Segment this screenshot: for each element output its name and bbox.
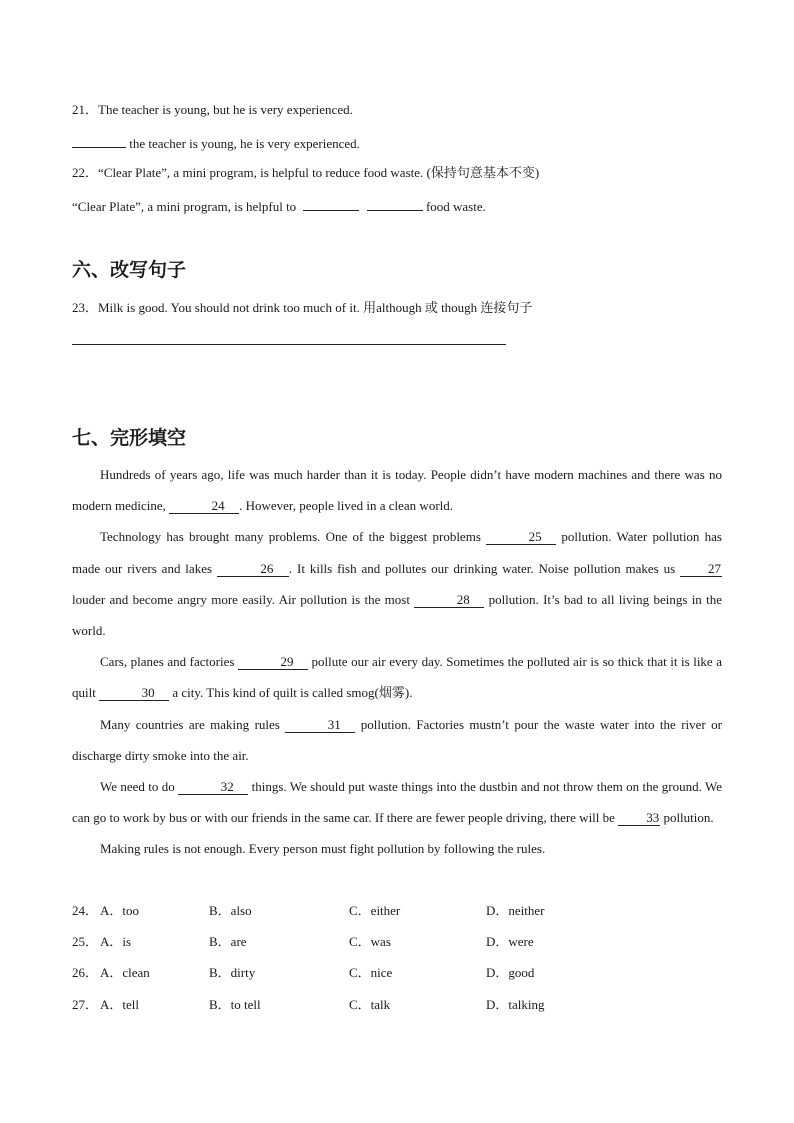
option-b[interactable]: B．dirty — [209, 965, 256, 980]
option-b[interactable]: B．to tell — [209, 997, 261, 1012]
question-22-rewrite-end: food waste. — [425, 199, 486, 214]
cloze-blank-33[interactable]: 33 — [618, 810, 660, 826]
cloze-blank-31[interactable]: 31 — [285, 717, 355, 733]
option-number: 27． — [72, 997, 99, 1012]
cloze-paragraph-5: We need to do 32 things. We should put waste things into the dustbin and not throw them on the ground. We can go to work by bus or with our friends in the same car. If there are fewer people driving, there will be 33 pollution. — [72, 779, 723, 826]
option-number: 26． — [72, 965, 99, 980]
cloze-paragraph-6: Making rules is not enough. Every person must fight pollution by following the rules. — [100, 841, 546, 857]
option-b[interactable]: B．are — [209, 934, 247, 949]
option-a[interactable]: A．is — [100, 934, 132, 949]
cloze-blank-25[interactable]: 25 — [486, 529, 556, 545]
option-number: 25． — [72, 934, 99, 949]
section-7-title: 七、完形填空 — [72, 427, 187, 449]
cloze-blank-28[interactable]: 28 — [414, 592, 484, 608]
option-d[interactable]: D．good — [486, 965, 535, 980]
answer-blank[interactable] — [72, 132, 126, 148]
cloze-blank-30[interactable]: 30 — [99, 685, 169, 701]
option-a[interactable]: A．tell — [100, 997, 139, 1012]
question-23: 23．Milk is good. You should not drink too much of it. 用although 或 though 连接句子 — [72, 300, 533, 315]
option-c[interactable]: C．was — [349, 934, 391, 949]
option-a[interactable]: A．too — [100, 903, 140, 918]
cloze-paragraph-4: Many countries are making rules 31 pollution. Factories mustn’t pour the waste water into the river or discharge dirty smoke into the air. — [72, 716, 723, 763]
question-22-rewrite-start: “Clear Plate”, a mini program, is helpful to — [72, 199, 297, 214]
option-d[interactable]: D．were — [486, 934, 534, 949]
cloze-blank-32[interactable]: 32 — [178, 779, 248, 795]
option-d[interactable]: D．neither — [486, 903, 545, 918]
question-21: 21．The teacher is young, but he is very experienced. — [72, 102, 353, 117]
cloze-blank-29[interactable]: 29 — [238, 654, 308, 670]
cloze-passage — [72, 459, 722, 865]
option-d[interactable]: D．talking — [486, 997, 545, 1012]
option-c[interactable]: C．talk — [349, 997, 391, 1012]
option-number: 24． — [72, 903, 99, 918]
answer-blank[interactable] — [367, 195, 423, 211]
section-6-title: 六、改写句子 — [72, 259, 187, 281]
cloze-blank-26[interactable]: 26 — [217, 561, 289, 577]
question-22: 22．“Clear Plate”, a mini program, is helpful to reduce food waste. (保持句意基本不变) — [72, 165, 540, 180]
cloze-blank-27[interactable]: 27 — [680, 561, 722, 577]
question-21-rewrite — [72, 132, 360, 153]
cloze-blank-24[interactable]: 24 — [169, 498, 239, 514]
cloze-paragraph-2: Technology has brought many problems. One of the biggest problems 25 pollution. Water pollution has made our rivers and lakes 26 . It kills fish and pollutes our drinking water. Noise pollution makes us 27 louder and become angry more easily. Air pollution is the most 28 pollution. It’s bad to all living beings in the world. — [72, 529, 722, 639]
option-c[interactable]: C．nice — [349, 965, 393, 980]
option-b[interactable]: B．also — [209, 903, 252, 918]
option-c[interactable]: C．either — [349, 903, 401, 918]
answer-blank[interactable] — [303, 195, 359, 211]
cloze-paragraph-1: Hundreds of years ago, life was much harder than it is today. People didn’t have modern machines and there was no modern medicine, 24 . However, people lived in a clean world. — [72, 467, 722, 514]
question-21-rewrite-text: the teacher is young, he is very experienced. — [129, 136, 360, 151]
cloze-paragraph-3: Cars, planes and factories 29 pollute our air every day. Sometimes the polluted air is so thick that it is like a quilt 30 a city. This kind of quilt is called smog(烟雾). — [72, 654, 722, 701]
question-22-rewrite — [72, 195, 486, 216]
question-23-answer-line[interactable] — [72, 344, 506, 345]
option-a[interactable]: A．clean — [100, 965, 150, 980]
